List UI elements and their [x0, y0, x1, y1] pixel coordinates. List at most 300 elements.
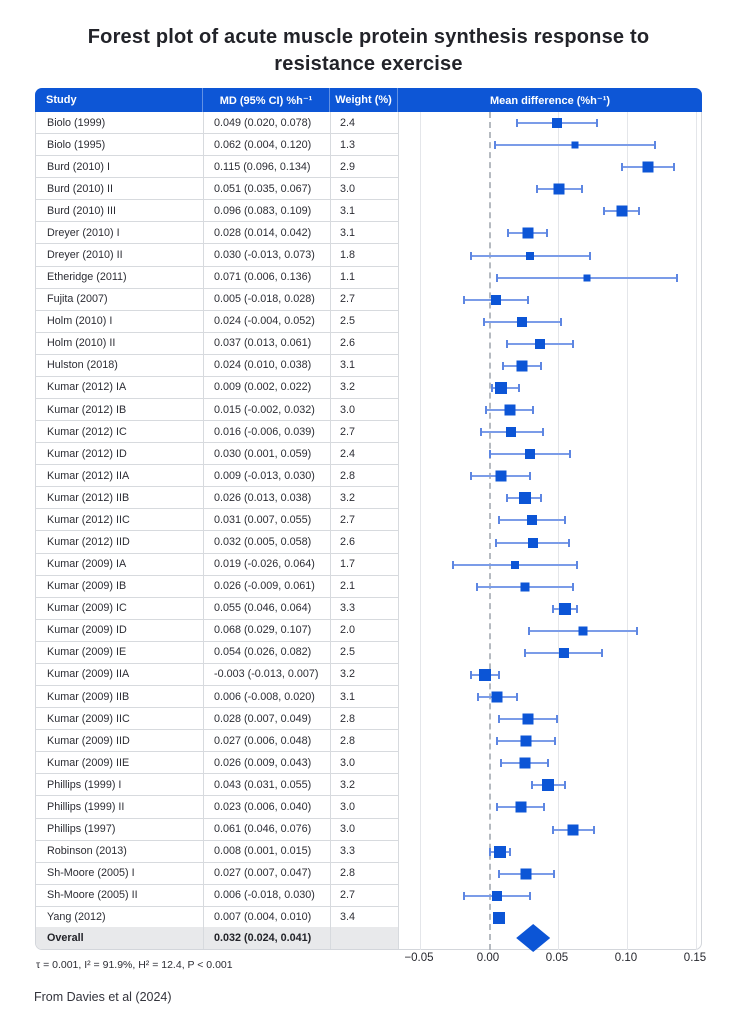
ci-cap-left	[476, 583, 478, 591]
ci-cap-right	[596, 119, 598, 127]
ci-plot-cell	[399, 664, 701, 686]
ci-cap-right	[540, 362, 542, 370]
table-row	[36, 708, 701, 730]
effect-size-marker	[519, 492, 531, 504]
study-label: Kumar (2012) IC	[36, 421, 204, 443]
effect-size-marker	[495, 382, 507, 394]
ci-cap-left	[480, 428, 482, 436]
ci-plot-cell	[399, 708, 701, 730]
ci-cap-right	[593, 826, 595, 834]
ci-cap-left	[496, 737, 498, 745]
effect-size-marker	[522, 714, 533, 725]
weight-value: 3.2	[331, 664, 399, 686]
ci-plot-cell	[399, 531, 701, 553]
ci-plot-cell	[399, 620, 701, 642]
effect-size-marker	[542, 779, 554, 791]
ci-cap-right	[576, 561, 578, 569]
ci-cap-right	[516, 693, 518, 701]
weight-value: 3.3	[331, 598, 399, 620]
ci-cap-right	[564, 516, 566, 524]
ci-cap-left	[498, 516, 500, 524]
page-title: Forest plot of acute muscle protein synthesis response to resistance exercise	[87, 26, 650, 75]
ci-plot-cell	[399, 730, 701, 752]
effect-size-marker	[515, 802, 526, 813]
study-label: Sh-Moore (2005) I	[36, 863, 204, 885]
ci-cap-left	[528, 627, 530, 635]
ci-cap-right	[554, 737, 556, 745]
weight-value: 3.0	[331, 752, 399, 774]
weight-value: 2.7	[331, 421, 399, 443]
table-row	[36, 267, 701, 289]
ci-plot-cell	[399, 222, 701, 244]
effect-size-marker	[526, 252, 534, 260]
ci-cap-right	[589, 252, 591, 260]
weight-value: 3.0	[331, 796, 399, 818]
ci-plot-cell	[399, 244, 701, 266]
table-row	[36, 642, 701, 664]
table-row	[36, 730, 701, 752]
effect-size-marker	[492, 891, 502, 901]
study-label: Kumar (2009) IE	[36, 642, 204, 664]
weight-value: 3.0	[331, 178, 399, 200]
md-ci-value: 0.051 (0.035, 0.067)	[204, 178, 331, 200]
ci-cap-left	[506, 340, 508, 348]
weight-value: 2.7	[331, 509, 399, 531]
table-row	[36, 509, 701, 531]
weight-value: 2.7	[331, 289, 399, 311]
header-mean-difference: Mean difference (%h⁻¹)	[489, 94, 611, 107]
md-ci-value: 0.024 (0.010, 0.038)	[204, 355, 331, 377]
table-row	[36, 863, 701, 885]
ci-cap-right	[543, 803, 545, 811]
md-ci-value: 0.023 (0.006, 0.040)	[204, 796, 331, 818]
md-ci-value: -0.003 (-0.013, 0.007)	[204, 664, 331, 686]
ci-plot-cell	[399, 355, 701, 377]
ci-plot-cell	[399, 642, 701, 664]
study-label: Kumar (2009) IB	[36, 576, 204, 598]
table-row	[36, 841, 701, 863]
study-label: Kumar (2009) IIA	[36, 664, 204, 686]
ci-plot-cell	[399, 509, 701, 531]
study-label: Hulston (2018)	[36, 355, 204, 377]
study-label: Kumar (2009) IIE	[36, 752, 204, 774]
study-rows	[36, 112, 701, 929]
weight-value: 2.7	[331, 885, 399, 907]
effect-size-marker	[559, 648, 569, 658]
ci-cap-left	[524, 649, 526, 657]
ci-plot-cell	[399, 377, 701, 399]
weight-value: 3.3	[331, 841, 399, 863]
md-ci-value: 0.028 (0.007, 0.049)	[204, 708, 331, 730]
md-ci-value: 0.061 (0.046, 0.076)	[204, 819, 331, 841]
table-row	[36, 752, 701, 774]
ci-plot-cell	[399, 311, 701, 333]
md-ci-value: 0.009 (0.002, 0.022)	[204, 377, 331, 399]
study-label: Kumar (2009) IIC	[36, 708, 204, 730]
ci-cap-left	[621, 163, 623, 171]
weight-value: 2.8	[331, 465, 399, 487]
md-ci-value: 0.030 (-0.013, 0.073)	[204, 244, 331, 266]
forest-table	[35, 88, 702, 950]
table-row	[36, 333, 701, 355]
ci-cap-left	[463, 296, 465, 304]
ci-cap-right	[542, 428, 544, 436]
study-label: Biolo (1999)	[36, 112, 204, 134]
ci-plot-cell	[399, 399, 701, 421]
table-row	[36, 355, 701, 377]
ci-cap-left	[483, 318, 485, 326]
table-row	[36, 377, 701, 399]
table-row	[36, 487, 701, 509]
ci-cap-left	[603, 207, 605, 215]
table-row	[36, 311, 701, 333]
x-tick-label: 0.10	[614, 952, 638, 964]
ci-plot-cell	[399, 819, 701, 841]
study-label: Dreyer (2010) II	[36, 244, 204, 266]
md-ci-value: 0.027 (0.007, 0.047)	[204, 863, 331, 885]
effect-size-marker	[519, 758, 530, 769]
md-ci-value: 0.043 (0.031, 0.055)	[204, 774, 331, 796]
effect-size-marker	[479, 669, 491, 681]
study-label: Kumar (2012) ID	[36, 443, 204, 465]
study-label: Sh-Moore (2005) II	[36, 885, 204, 907]
ci-cap-right	[560, 318, 562, 326]
ci-plot-cell	[399, 267, 701, 289]
ci-plot-cell	[399, 156, 701, 178]
ci-plot-cell	[399, 885, 701, 907]
table-row	[36, 554, 701, 576]
weight-value: 2.4	[331, 443, 399, 465]
ci-cap-right	[568, 539, 570, 547]
effect-size-marker	[521, 868, 532, 879]
effect-size-marker	[554, 184, 565, 195]
ci-cap-right	[547, 759, 549, 767]
ci-cap-left	[507, 229, 509, 237]
ci-cap-right	[509, 848, 511, 856]
md-ci-value: 0.031 (0.007, 0.055)	[204, 509, 331, 531]
study-label: Kumar (2012) IID	[36, 531, 204, 553]
md-ci-value: 0.019 (-0.026, 0.064)	[204, 554, 331, 576]
overall-diamond-marker	[516, 924, 550, 952]
ci-cap-right	[546, 229, 548, 237]
table-row	[36, 885, 701, 907]
ci-cap-right	[654, 141, 656, 149]
study-label: Kumar (2012) IIC	[36, 509, 204, 531]
study-label: Phillips (1997)	[36, 819, 204, 841]
overall-label: Overall	[36, 927, 204, 949]
ci-cap-left	[498, 715, 500, 723]
effect-size-marker	[504, 405, 515, 416]
md-ci-value: 0.026 (0.013, 0.038)	[204, 487, 331, 509]
effect-size-marker	[584, 274, 591, 281]
table-row	[36, 443, 701, 465]
effect-size-marker	[616, 206, 627, 217]
md-ci-value: 0.027 (0.006, 0.048)	[204, 730, 331, 752]
effect-size-marker	[517, 317, 527, 327]
ci-cap-left	[502, 362, 504, 370]
table-row	[36, 156, 701, 178]
weight-value: 3.2	[331, 487, 399, 509]
effect-size-marker	[552, 118, 562, 128]
ci-cap-right	[556, 715, 558, 723]
study-label: Dreyer (2010) I	[36, 222, 204, 244]
effect-size-marker	[492, 692, 503, 703]
weight-value: 3.1	[331, 686, 399, 708]
ci-cap-left	[485, 406, 487, 414]
table-row	[36, 664, 701, 686]
ci-cap-right	[676, 274, 678, 282]
study-label: Burd (2010) I	[36, 156, 204, 178]
study-label: Fujita (2007)	[36, 289, 204, 311]
effect-size-marker	[571, 142, 578, 149]
effect-size-marker	[642, 162, 653, 173]
study-label: Holm (2010) I	[36, 311, 204, 333]
study-label: Kumar (2009) IA	[36, 554, 204, 576]
ci-plot-cell	[399, 465, 701, 487]
table-row	[36, 907, 701, 929]
ci-plot-cell	[399, 598, 701, 620]
weight-value: 3.1	[331, 200, 399, 222]
study-label: Holm (2010) II	[36, 333, 204, 355]
x-tick-label: 0.05	[545, 952, 569, 964]
weight-value: 3.0	[331, 399, 399, 421]
overall-row	[36, 927, 701, 949]
ci-cap-left	[494, 141, 496, 149]
ci-cap-right	[673, 163, 675, 171]
ci-cap-right	[532, 406, 534, 414]
study-label: Kumar (2012) IIB	[36, 487, 204, 509]
effect-size-marker	[528, 538, 538, 548]
ci-plot-cell	[399, 752, 701, 774]
ci-cap-left	[489, 450, 491, 458]
weight-value: 2.0	[331, 620, 399, 642]
ci-cap-right	[564, 781, 566, 789]
study-label: Kumar (2009) ID	[36, 620, 204, 642]
study-label: Burd (2010) II	[36, 178, 204, 200]
md-ci-value: 0.115 (0.096, 0.134)	[204, 156, 331, 178]
ci-cap-right	[636, 627, 638, 635]
table-row	[36, 421, 701, 443]
effect-size-marker	[525, 449, 535, 459]
ci-cap-right	[540, 494, 542, 502]
weight-value: 3.2	[331, 774, 399, 796]
ci-plot-cell	[399, 796, 701, 818]
ci-cap-right	[529, 892, 531, 900]
md-ci-value: 0.005 (-0.018, 0.028)	[204, 289, 331, 311]
ci-cap-left	[496, 274, 498, 282]
ci-plot-cell	[399, 576, 701, 598]
study-label: Kumar (2009) IIB	[36, 686, 204, 708]
md-ci-value: 0.009 (-0.013, 0.030)	[204, 465, 331, 487]
ci-cap-left	[477, 693, 479, 701]
table-row	[36, 598, 701, 620]
ci-plot-cell	[399, 178, 701, 200]
x-tick-label: −0.05	[404, 952, 434, 964]
ci-cap-left	[531, 781, 533, 789]
overall-md-value: 0.032 (0.024, 0.041)	[204, 927, 331, 949]
weight-value: 2.9	[331, 156, 399, 178]
ci-plot-cell	[399, 134, 701, 156]
ci-plot-cell	[399, 841, 701, 863]
md-ci-value: 0.016 (-0.006, 0.039)	[204, 421, 331, 443]
md-ci-value: 0.006 (-0.018, 0.030)	[204, 885, 331, 907]
md-ci-value: 0.032 (0.005, 0.058)	[204, 531, 331, 553]
study-label: Phillips (1999) II	[36, 796, 204, 818]
effect-size-marker	[527, 515, 537, 525]
effect-size-marker	[506, 427, 516, 437]
md-ci-value: 0.024 (-0.004, 0.052)	[204, 311, 331, 333]
study-label: Kumar (2009) IC	[36, 598, 204, 620]
table-row	[36, 686, 701, 708]
effect-size-marker	[493, 912, 505, 924]
ci-plot-cell	[399, 907, 701, 929]
ci-cap-right	[576, 605, 578, 613]
table-row	[36, 819, 701, 841]
effect-size-marker	[491, 295, 501, 305]
md-ci-value: 0.037 (0.013, 0.061)	[204, 333, 331, 355]
weight-value: 3.1	[331, 222, 399, 244]
ci-plot-cell	[399, 686, 701, 708]
md-ci-value: 0.007 (0.004, 0.010)	[204, 907, 331, 929]
ci-plot-cell	[399, 333, 701, 355]
effect-size-marker	[522, 228, 533, 239]
study-label: Robinson (2013)	[36, 841, 204, 863]
effect-size-marker	[559, 603, 571, 615]
ci-plot-cell	[399, 421, 701, 443]
weight-value: 2.8	[331, 863, 399, 885]
weight-value: 1.8	[331, 244, 399, 266]
header-weight: Weight (%)	[330, 88, 398, 112]
ci-cap-left	[498, 870, 500, 878]
ci-plot-cell	[399, 774, 701, 796]
table-row	[36, 112, 701, 134]
ci-cap-right	[638, 207, 640, 215]
table-row	[36, 576, 701, 598]
heterogeneity-footnote: τ = 0.001, I² = 91.9%, H² = 12.4, P < 0.001	[36, 959, 233, 971]
ci-cap-right	[572, 340, 574, 348]
study-label: Phillips (1999) I	[36, 774, 204, 796]
ci-plot-cell	[399, 200, 701, 222]
weight-value: 3.2	[331, 377, 399, 399]
table-header	[35, 88, 702, 112]
ci-cap-right	[527, 296, 529, 304]
table-row	[36, 465, 701, 487]
md-ci-value: 0.030 (0.001, 0.059)	[204, 443, 331, 465]
ci-cap-left	[470, 252, 472, 260]
weight-value: 3.1	[331, 355, 399, 377]
weight-value: 2.6	[331, 531, 399, 553]
ci-cap-left	[506, 494, 508, 502]
weight-value: 2.5	[331, 311, 399, 333]
ci-plot-cell	[399, 443, 701, 465]
effect-size-marker	[511, 561, 519, 569]
table-row	[36, 774, 701, 796]
table-row	[36, 134, 701, 156]
ci-cap-left	[500, 759, 502, 767]
table-row	[36, 289, 701, 311]
effect-size-marker	[494, 846, 506, 858]
effect-size-marker	[521, 736, 532, 747]
x-tick-label: 0.00	[476, 952, 500, 964]
ci-plot-cell	[399, 487, 701, 509]
md-ci-value: 0.008 (0.001, 0.015)	[204, 841, 331, 863]
weight-value: 3.4	[331, 907, 399, 929]
md-ci-value: 0.015 (-0.002, 0.032)	[204, 399, 331, 421]
source-attribution: From Davies et al (2024)	[34, 990, 172, 1004]
md-ci-value: 0.096 (0.083, 0.109)	[204, 200, 331, 222]
weight-value: 2.8	[331, 730, 399, 752]
ci-plot-cell	[399, 554, 701, 576]
study-label: Kumar (2012) IA	[36, 377, 204, 399]
ci-cap-left	[470, 472, 472, 480]
study-label: Biolo (1995)	[36, 134, 204, 156]
md-ci-value: 0.062 (0.004, 0.120)	[204, 134, 331, 156]
table-row	[36, 244, 701, 266]
weight-value: 2.4	[331, 112, 399, 134]
ci-cap-left	[552, 605, 554, 613]
effect-size-marker	[535, 339, 545, 349]
table-row	[36, 796, 701, 818]
header-md-ci: MD (95% CI) %h⁻¹	[203, 88, 330, 112]
weight-value: 1.1	[331, 267, 399, 289]
ci-cap-left	[452, 561, 454, 569]
md-ci-value: 0.068 (0.029, 0.107)	[204, 620, 331, 642]
header-study: Study	[35, 88, 203, 112]
ci-plot-cell	[399, 863, 701, 885]
ci-cap-left	[516, 119, 518, 127]
x-axis-labels	[398, 952, 707, 968]
table-row	[36, 222, 701, 244]
effect-size-marker	[496, 471, 507, 482]
ci-cap-right	[601, 649, 603, 657]
study-label: Kumar (2012) IIA	[36, 465, 204, 487]
ci-cap-right	[518, 384, 520, 392]
table-row	[36, 620, 701, 642]
md-ci-value: 0.026 (-0.009, 0.061)	[204, 576, 331, 598]
md-ci-value: 0.071 (0.006, 0.136)	[204, 267, 331, 289]
weight-value: 1.7	[331, 554, 399, 576]
md-ci-value: 0.055 (0.046, 0.064)	[204, 598, 331, 620]
weight-value: 2.8	[331, 708, 399, 730]
ci-cap-left	[552, 826, 554, 834]
ci-cap-right	[498, 671, 500, 679]
md-ci-value: 0.049 (0.020, 0.078)	[204, 112, 331, 134]
weight-value: 3.0	[331, 819, 399, 841]
study-label: Yang (2012)	[36, 907, 204, 929]
ci-cap-left	[536, 185, 538, 193]
weight-value: 1.3	[331, 134, 399, 156]
table-row	[36, 200, 701, 222]
ci-cap-right	[529, 472, 531, 480]
ci-plot-cell	[399, 289, 701, 311]
study-label: Etheridge (2011)	[36, 267, 204, 289]
effect-size-marker	[568, 824, 579, 835]
ci-cap-left	[463, 892, 465, 900]
table-row	[36, 399, 701, 421]
study-label: Burd (2010) III	[36, 200, 204, 222]
ci-cap-left	[489, 848, 491, 856]
md-ci-value: 0.006 (-0.008, 0.020)	[204, 686, 331, 708]
ci-cap-left	[470, 671, 472, 679]
ci-cap-right	[572, 583, 574, 591]
effect-size-marker	[517, 360, 528, 371]
ci-plot-cell	[399, 112, 701, 134]
study-label: Kumar (2012) IB	[36, 399, 204, 421]
ci-cap-left	[491, 384, 493, 392]
x-tick-label: 0.15	[683, 952, 707, 964]
ci-cap-left	[495, 539, 497, 547]
overall-weight-cell	[331, 927, 399, 949]
